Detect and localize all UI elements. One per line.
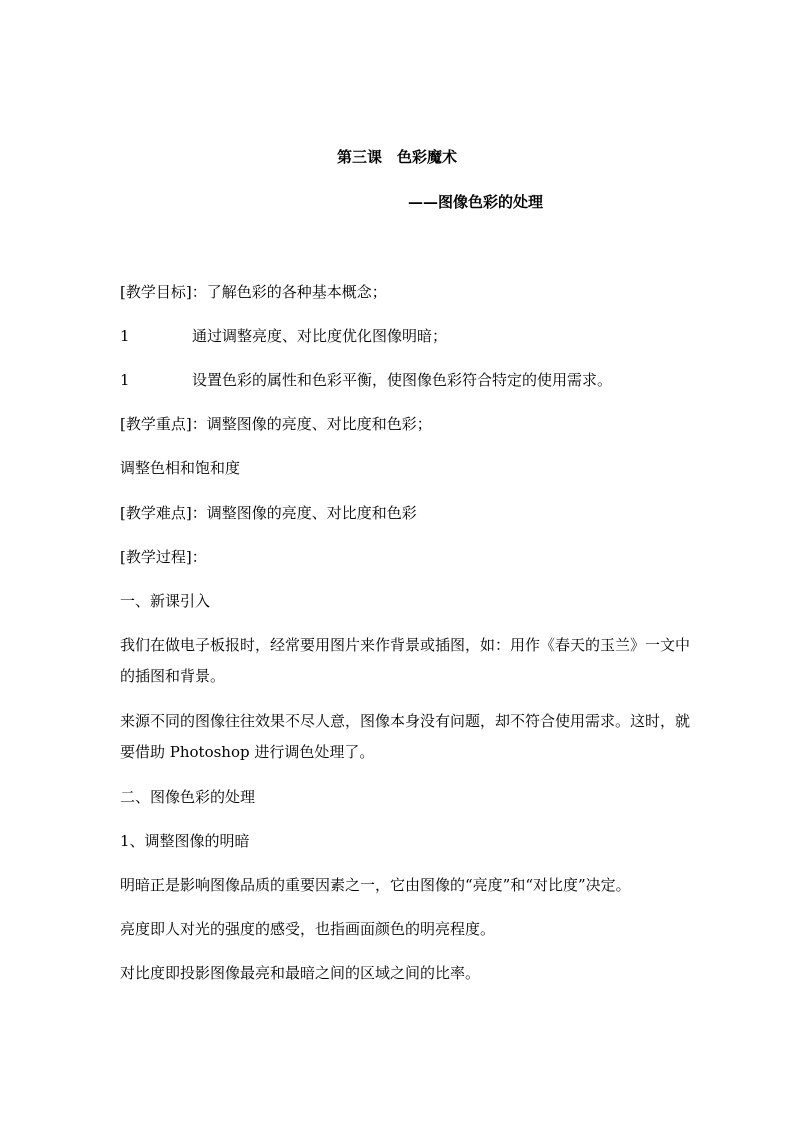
- section-heading: 一、新课引入: [120, 592, 211, 610]
- section-heading: 二、图像色彩的处理: [120, 788, 256, 806]
- teaching-process: [教学过程]：: [120, 548, 207, 566]
- paragraph: 我们在做电子板报时，经常要用图片来作背景或插图，如：用作《春天的玉兰》一文中的插图和背景。: [120, 636, 691, 685]
- list-text: 通过调整亮度、对比度优化图像明暗；: [192, 327, 448, 345]
- lesson-subtitle: ——图像色彩的处理: [408, 193, 544, 211]
- paragraph: 亮度即人对光的强度的感受，也指画面颜色的明亮程度。: [120, 920, 496, 938]
- paragraph: 明暗正是影响图像品质的重要因素之一，它由图像的“亮度”和“对比度”决定。: [120, 876, 631, 894]
- teaching-key-points-continued: 调整色相和饱和度: [120, 459, 241, 477]
- subsection-heading: 1、调整图像的明暗: [120, 832, 250, 850]
- lesson-title: 第三课 色彩魔术: [336, 148, 457, 166]
- teaching-key-points: [教学重点]：调整图像的亮度、对比度和色彩；: [120, 415, 432, 433]
- list-text: 设置色彩的属性和色彩平衡，使图像色彩符合特定的使用需求。: [192, 371, 613, 389]
- teaching-objectives: [教学目标]：了解色彩的各种基本概念；: [120, 283, 387, 301]
- objective-list-item: [120, 325, 447, 347]
- teaching-difficulties: [教学难点]：调整图像的亮度、对比度和色彩: [120, 504, 417, 522]
- paragraph: 来源不同的图像往往效果不尽人意，图像本身没有问题，却不符合使用需求。这时，就要借助 Photoshop 进行调色处理了。: [120, 712, 691, 761]
- objective-list-item: [120, 369, 612, 391]
- paragraph: 对比度即投影图像最亮和最暗之间的区域之间的比率。: [120, 964, 481, 982]
- list-number: 1: [120, 371, 130, 389]
- list-number: 1: [120, 327, 130, 345]
